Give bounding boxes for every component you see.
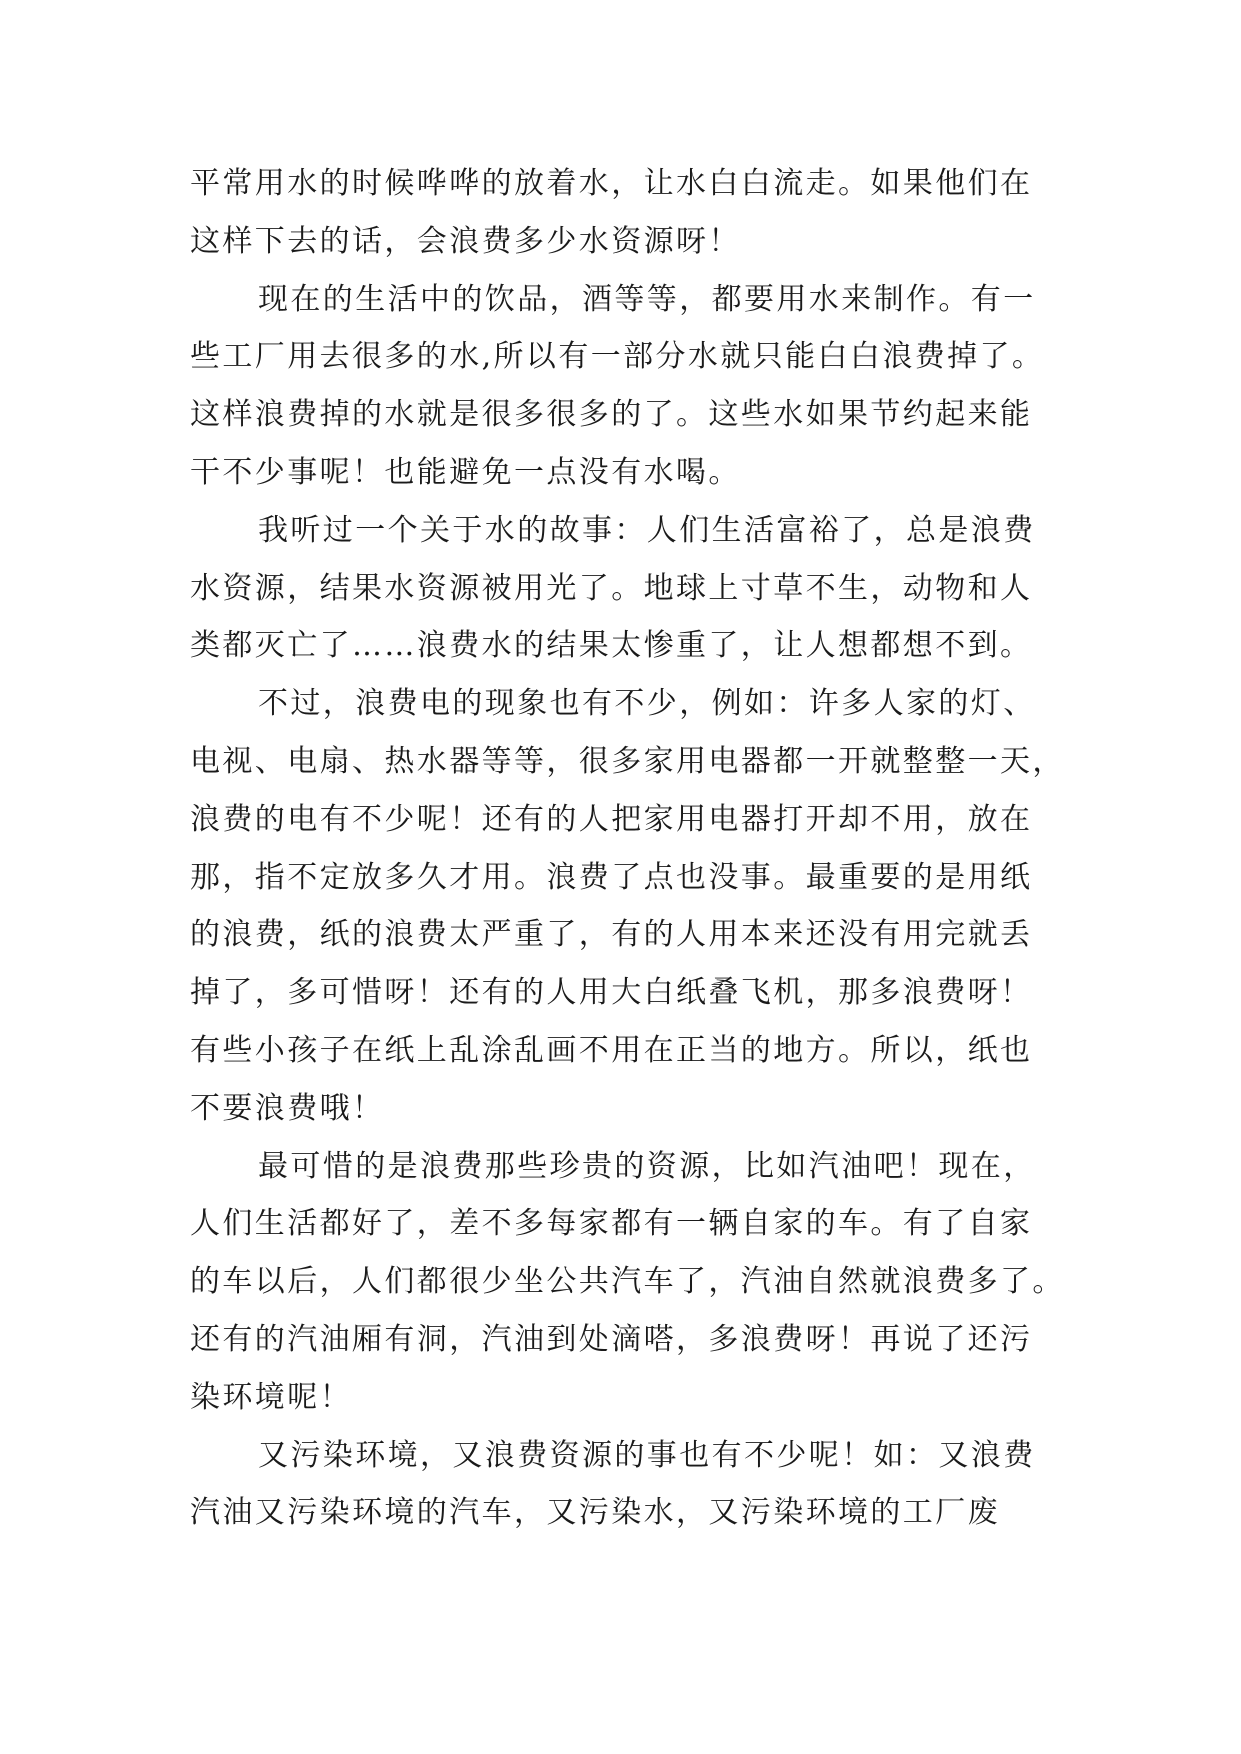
text-line: 染环境呢！ [190,1379,352,1415]
text-line: 浪费的电有不少呢！还有的人把家用电器打开却不用，放在 [190,801,1033,837]
text-line: 类都灭亡了……浪费水的结果太惨重了，让人想都想不到。 [190,628,1033,664]
text-line: 这样下去的话，会浪费多少水资源呀！ [190,223,741,259]
essay-body [190,155,1070,1542]
text-line: 干不少事呢！也能避免一点没有水喝。 [190,454,741,490]
paragraph-first-line: 现在的生活中的饮品，酒等等，都要用水来制作。有一 [258,281,1036,317]
paragraph-first-line: 又污染环境，又浪费资源的事也有不少呢！如：又浪费 [258,1437,1036,1473]
text-line: 那，指不定放多久才用。浪费了点也没事。最重要的是用纸 [190,859,1033,895]
text-line: 些工厂用去很多的水,所以有一部分水就只能白白浪费掉了。 [190,339,1045,375]
text-line: 掉了，多可惜呀！还有的人用大白纸叠飞机，那多浪费呀！ [190,975,1033,1011]
text-line: 电视、电扇、热水器等等，很多家用电器都一开就整整一天， [190,743,1065,779]
text-line: 的车以后，人们都很少坐公共汽车了，汽油自然就浪费多了。 [190,1264,1065,1300]
text-line: 不要浪费哦！ [190,1090,385,1126]
text-line: 还有的汽油厢有洞，汽油到处滴嗒，多浪费呀！再说了还污 [190,1321,1033,1357]
text-line: 汽油又污染环境的汽车，又污染水，又污染环境的工厂废 [190,1495,1000,1531]
text-line: 水资源，结果水资源被用光了。地球上寸草不生，动物和人 [190,570,1033,606]
text-line: 人们生活都好了，差不多每家都有一辆自家的车。有了自家 [190,1206,1033,1242]
text-line: 有些小孩子在纸上乱涂乱画不用在正当的地方。所以，纸也 [190,1032,1033,1068]
text-line: 的浪费，纸的浪费太严重了，有的人用本来还没有用完就丢 [190,917,1033,953]
text-line: 平常用水的时候哗哗的放着水，让水白白流走。如果他们在 [190,166,1033,201]
paragraph-first-line: 最可惜的是浪费那些珍贵的资源，比如汽油吧！现在， [258,1148,1036,1184]
paragraph-first-line: 我听过一个关于水的故事：人们生活富裕了，总是浪费 [258,512,1036,548]
paragraph-first-line: 不过，浪费电的现象也有不少，例如：许多人家的灯、 [258,686,1036,722]
text-line: 这样浪费掉的水就是很多很多的了。这些水如果节约起来能 [190,397,1033,433]
